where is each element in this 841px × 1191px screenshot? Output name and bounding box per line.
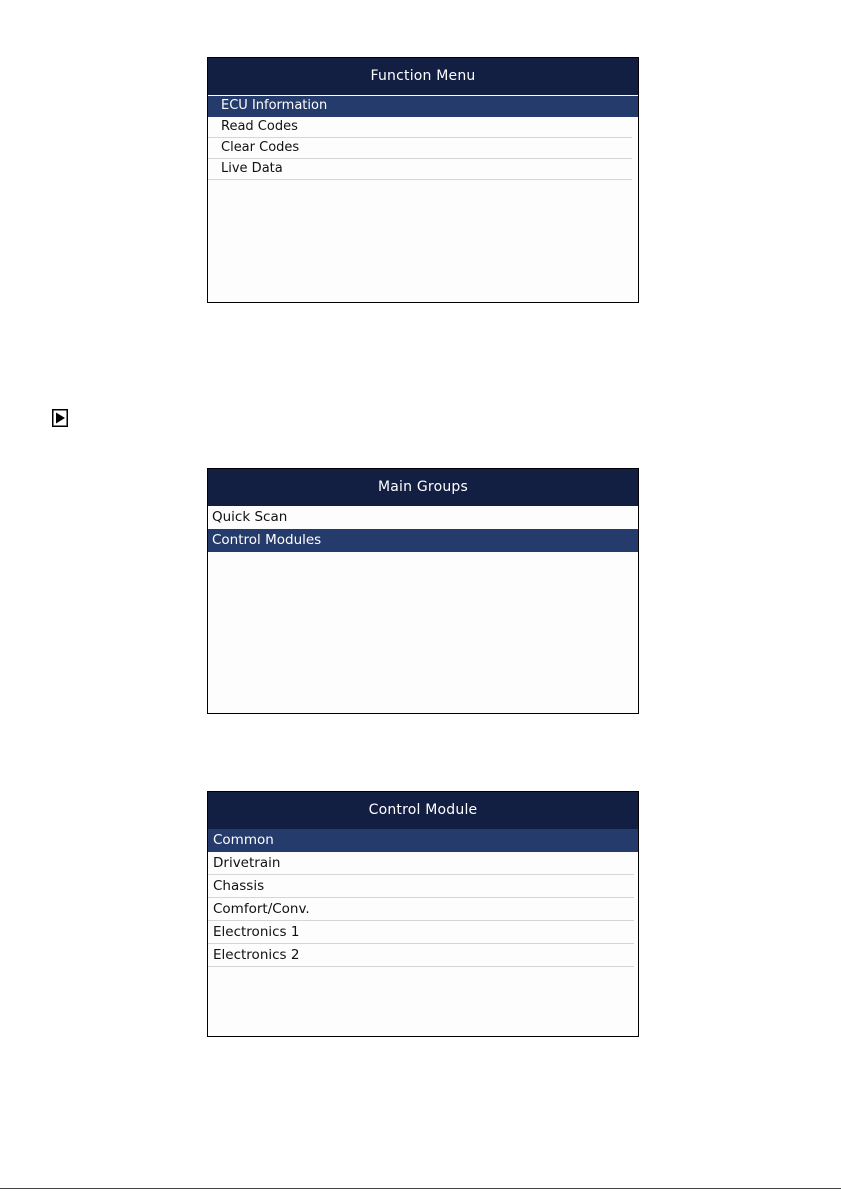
function-menu-list: [208, 95, 638, 180]
control-module-title: Control Module: [208, 792, 638, 829]
control-module-screen: [207, 791, 639, 1037]
menu-item-live-data[interactable]: Live Data: [208, 159, 632, 180]
main-groups-screen: [207, 468, 639, 714]
menu-item-electronics-1[interactable]: Electronics 1: [208, 921, 634, 944]
control-module-list: [208, 829, 638, 967]
menu-item-control-modules[interactable]: Control Modules: [208, 529, 638, 552]
menu-item-quick-scan[interactable]: Quick Scan: [212, 509, 288, 525]
main-groups-list: [208, 506, 638, 552]
function-menu-title: Function Menu: [208, 58, 638, 95]
menu-item-common[interactable]: Common: [208, 829, 638, 852]
menu-item-read-codes[interactable]: Read Codes: [208, 117, 632, 138]
menu-item-ecu-information[interactable]: ECU Information: [208, 96, 638, 117]
menu-item-chassis[interactable]: Chassis: [208, 875, 634, 898]
page-bottom-divider: [0, 1188, 841, 1189]
main-groups-title: Main Groups: [208, 469, 638, 506]
play-icon: [52, 409, 68, 427]
menu-item-electronics-2[interactable]: Electronics 2: [208, 944, 634, 967]
menu-item-comfort-conv[interactable]: Comfort/Conv.: [208, 898, 634, 921]
function-menu-screen: [207, 57, 639, 303]
menu-item-clear-codes[interactable]: Clear Codes: [208, 138, 632, 159]
menu-item-drivetrain[interactable]: Drivetrain: [208, 852, 634, 875]
